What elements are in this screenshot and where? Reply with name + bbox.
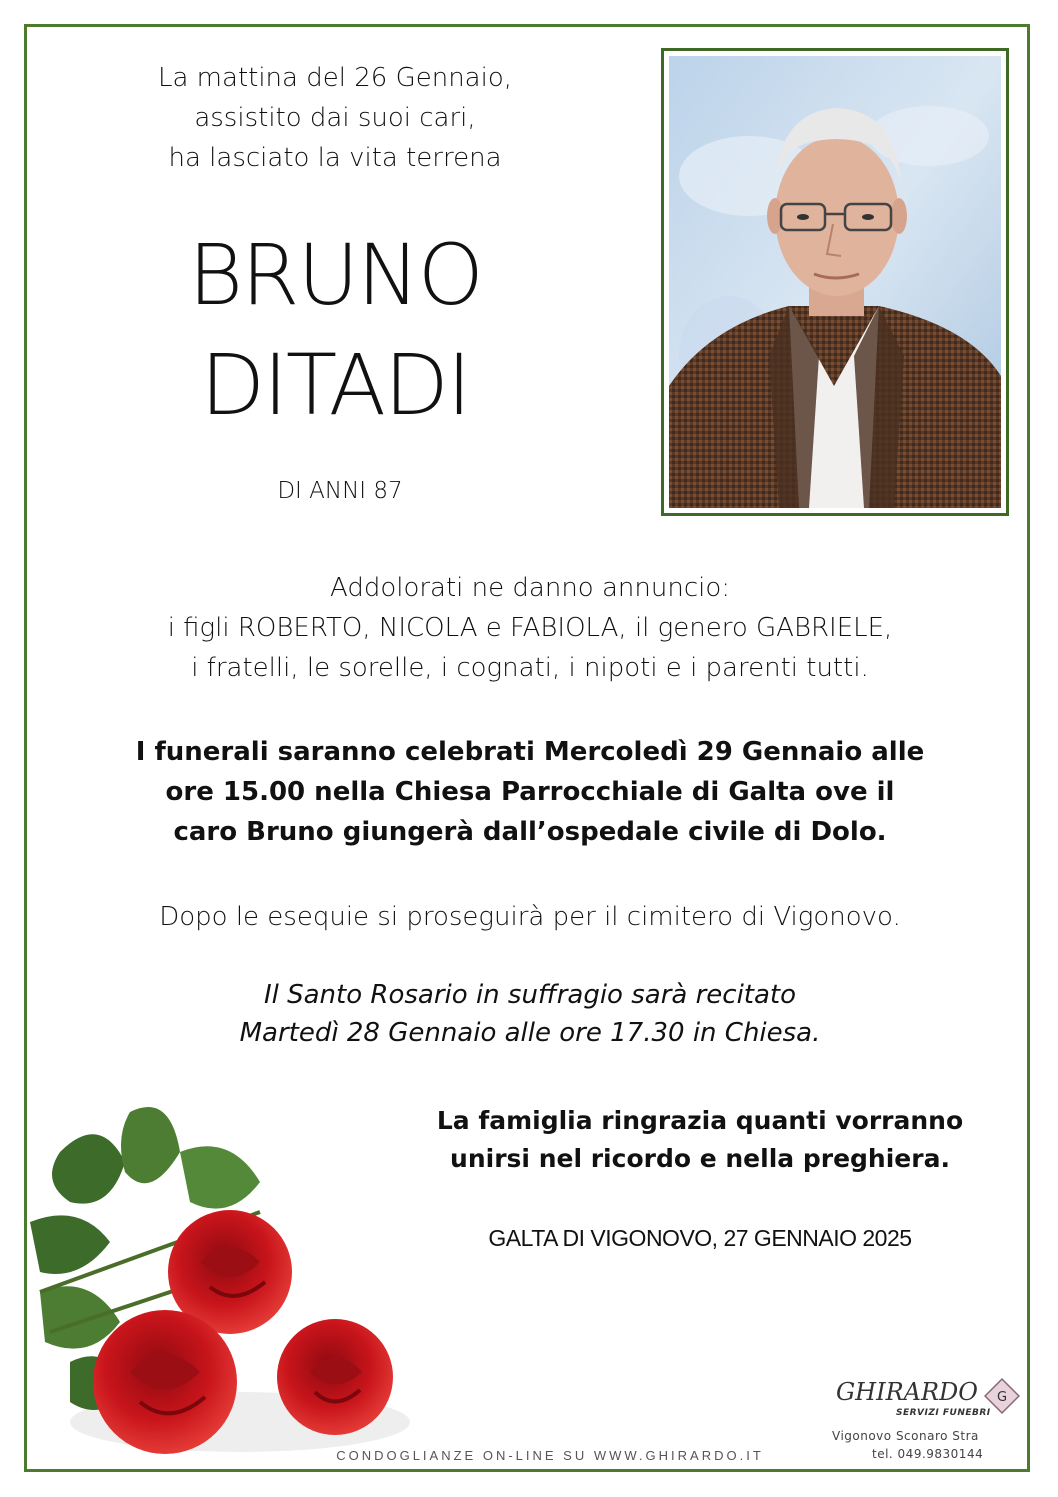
funeral-line: I funerali saranno celebrati Mercoledì 29 Gennaio alle xyxy=(135,737,925,767)
intro-line: assistito dai suoi cari, xyxy=(194,103,476,133)
logo-letter: G xyxy=(996,1390,1008,1405)
logo-phone: tel. 049.9830144 xyxy=(872,1447,984,1461)
intro-line: ha lasciato la vita terrena xyxy=(168,143,502,173)
age: DI ANNI 87 xyxy=(277,478,403,504)
rosary-line: Martedì 28 Gennaio alle ore 17.30 in Chiesa. xyxy=(239,1018,821,1048)
roses-image xyxy=(30,1092,410,1468)
burial-note: Dopo le esequie si proseguirà per il cimitero di Vigonovo. xyxy=(159,902,901,932)
portrait-photo xyxy=(661,48,1009,516)
announcement-line: i fratelli, le sorelle, i cognati, i nipoti e i parenti tutti. xyxy=(191,653,869,683)
announcement-line: i figli ROBERTO, NICOLA e FABIOLA, il genero GABRIELE, xyxy=(167,613,893,643)
online-condolences: CONDOGLIANZE ON-LINE SU WWW.GHIRARDO.IT xyxy=(336,1448,764,1463)
logo-diamond-icon xyxy=(984,1378,1020,1414)
place-date: GALTA DI VIGONOVO, 27 GENNAIO 2025 xyxy=(488,1225,912,1251)
funeral-line: ore 15.00 nella Chiesa Parrocchiale di Galta ove il xyxy=(165,777,895,807)
funeral-line: caro Bruno giungerà dall’ospedale civile di Dolo. xyxy=(173,817,887,847)
family-thanks xyxy=(400,1102,1000,1178)
intro-text xyxy=(100,58,570,178)
logo-towns: Vigonovo Sconaro Stra xyxy=(832,1429,979,1443)
thanks-line: La famiglia ringrazia quanti vorranno xyxy=(436,1106,964,1135)
rosary-note xyxy=(90,976,970,1052)
logo-name: GHIRARDO xyxy=(836,1378,978,1406)
announcement xyxy=(90,568,970,688)
logo-subtitle: SERVIZI FUNEBRI xyxy=(896,1408,991,1418)
funeral-home-logo xyxy=(832,1374,1028,1464)
funeral-details xyxy=(90,732,970,852)
last-name: DITADI xyxy=(200,336,470,434)
announcement-line: Addolorati ne danno annuncio: xyxy=(329,573,731,603)
thanks-line: unirsi nel ricordo e nella preghiera. xyxy=(450,1144,950,1173)
portrait-image xyxy=(669,56,1001,508)
intro-line: La mattina del 26 Gennaio, xyxy=(158,63,512,93)
first-name: BRUNO xyxy=(188,226,482,324)
rosary-line: Il Santo Rosario in suffragio sarà recitato xyxy=(263,980,797,1010)
